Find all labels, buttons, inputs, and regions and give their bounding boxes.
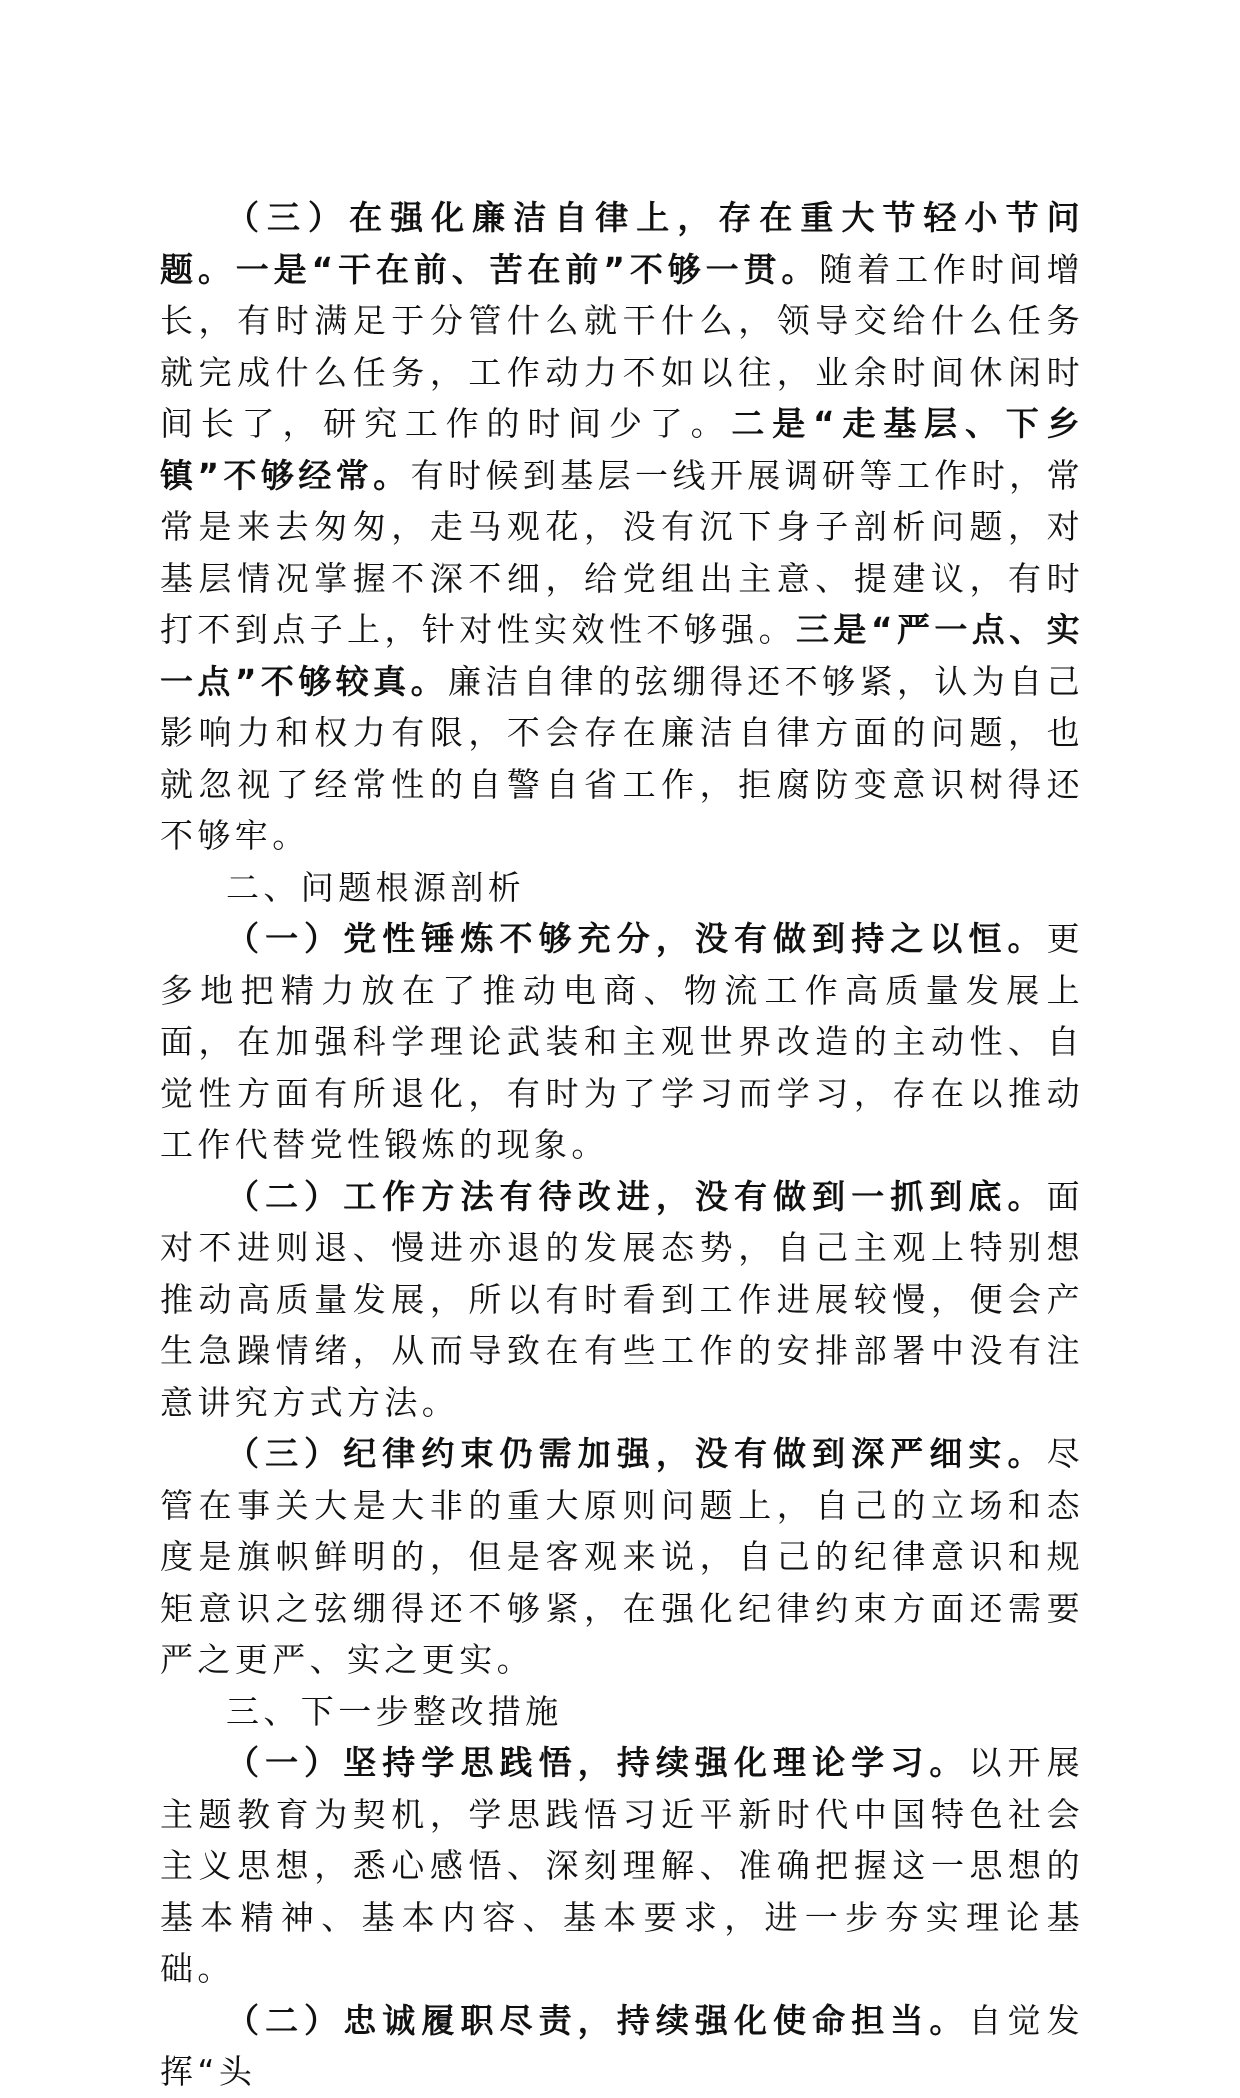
bold-lead-text: （二）忠诚履职尽责，持续强化使命担当。 [226, 2000, 969, 2040]
paragraph-party-spirit [160, 913, 1084, 1171]
section-heading-rectification: 三、下一步整改措施 [226, 1691, 563, 1731]
paragraph-duty-mission [160, 1995, 1084, 2098]
paragraph-integrity-self-discipline [160, 192, 1084, 862]
bold-lead-text: （二）工作方法有待改进，没有做到一抓到底。 [226, 1176, 1047, 1216]
body-text: 自觉发挥“头 [160, 2000, 1084, 2091]
bold-lead-text: 二是“走基层、下乡镇”不够经常。 [160, 404, 1084, 495]
body-text: 有时候到基层一线开展调研等工作时，常常是来去匆匆，走马观花，没有沉下身子剖析问题，对基层情况掌握不深不细，给党组出主意、提建议，有时打不到点子上，针对性实效性不够强。 [160, 455, 1084, 649]
body-text: 随着工作时间增长，有时满足于分管什么就干什么，领导交给什么任务就完成什么任务，工作动力不如以往，业余时间休闲时间长了，研究工作的时间少了。 [160, 249, 1084, 443]
document-page [160, 192, 1084, 2098]
bold-lead-text: （三）在强化廉洁自律上，存在重大节轻小节问题。一是“干在前、苦在前”不够一贯。 [160, 198, 1084, 289]
bold-lead-text: （一）坚持学思践悟，持续强化理论学习。 [226, 1743, 969, 1782]
section-heading-root-cause: 二、问题根源剖析 [226, 867, 526, 907]
paragraph-work-methods [160, 1171, 1084, 1429]
bold-lead-text: （三）纪律约束仍需加强，没有做到深严细实。 [226, 1434, 1047, 1473]
bold-lead-text: （一）党性锤炼不够充分，没有做到持之以恒。 [226, 919, 1047, 958]
body-text: 更多地把精力放在了推动电商、物流工作高质量发展上面，在加强科学理论武装和主观世界改造的主动性、自觉性方面有所退化，有时为了学习而学习，存在以推动工作代替党性锻炼的现象。 [160, 919, 1084, 1164]
body-text: 尽管在事关大是大非的重大原则问题上，自己的立场和态度是旗帜鲜明的，但是客观来说，自己的纪律意识和规矩意识之弦绷得还不够紧，在强化纪律约束方面还需要严之更严、实之更实。 [160, 1434, 1084, 1679]
bold-lead-text: 三是“严一点、实一点”不够较真。 [160, 610, 1084, 701]
body-text: 廉洁自律的弦绷得还不够紧，认为自己影响力和权力有限，不会存在廉洁自律方面的问题，也就忽视了经常性的自警自省工作，拒腐防变意识树得还不够牢。 [160, 661, 1084, 855]
body-text: 以开展主题教育为契机，学思践悟习近平新时代中国特色社会主义思想，悉心感悟、深刻理解、准确把握这一思想的基本精神、基本内容、基本要求，进一步夯实理论基础。 [160, 1743, 1084, 1988]
body-text: 面对不进则退、慢进亦退的发展态势，自己主观上特别想推动高质量发展，所以有时看到工作进展较慢，便会产生急躁情绪，从而导致在有些工作的安排部署中没有注意讲究方式方法。 [160, 1176, 1084, 1422]
paragraph-theory-study [160, 1737, 1084, 1995]
paragraph-discipline [160, 1428, 1084, 1686]
